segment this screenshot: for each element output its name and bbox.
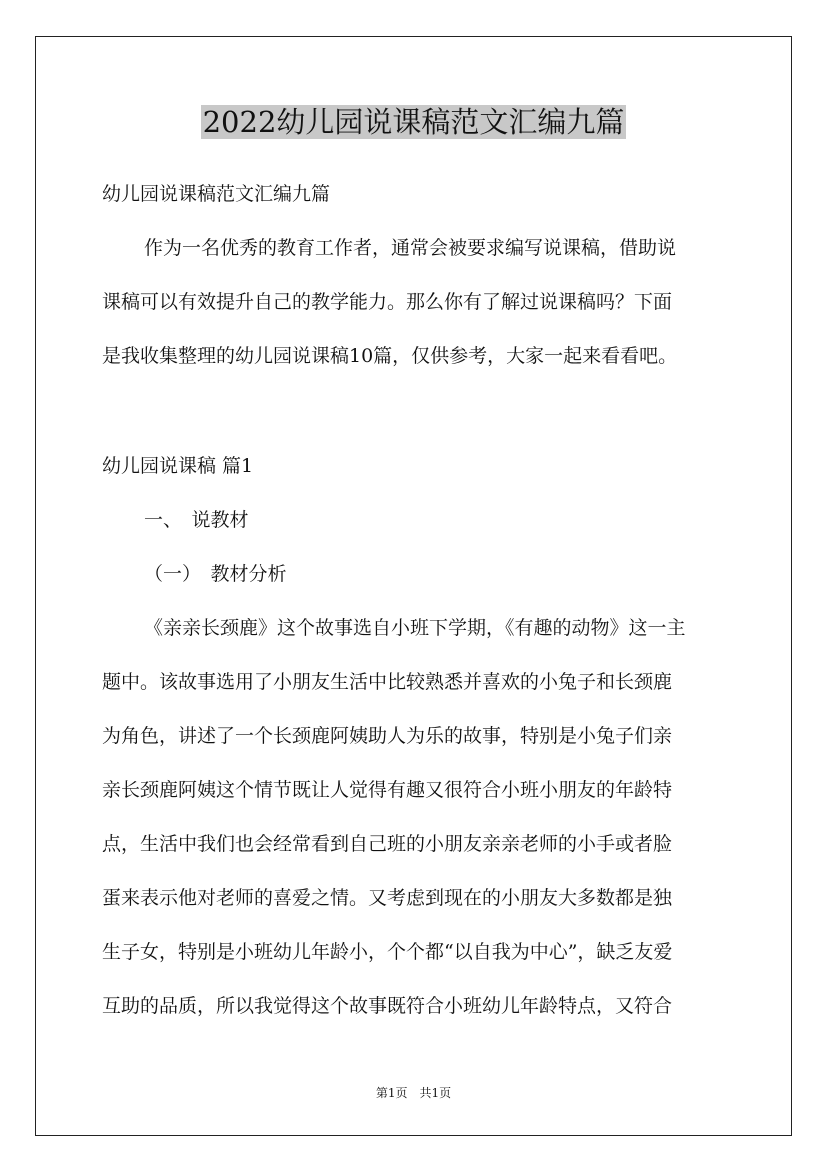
paragraph-line: 生子女，特别是小班幼儿年龄小，个个都“以自我为中心”，缺乏友爱 <box>102 941 673 963</box>
paragraph-line: 亲长颈鹿阿姨这个情节既让人觉得有趣又很符合小班小朋友的年龄特 <box>102 779 673 801</box>
paragraph-line: 互助的品质，所以我觉得这个故事既符合小班幼儿年龄特点，又符合 <box>102 995 673 1017</box>
document-title: 2022幼儿园说课稿范文汇编九篇 <box>202 105 625 139</box>
paragraph-line: 作为一名优秀的教育工作者，通常会被要求编写说课稿，借助说 <box>144 237 677 259</box>
paragraph-line: 课稿可以有效提升自己的教学能力。那么你有了解过说课稿吗？下面 <box>102 291 673 313</box>
page-footer: 第1页 共1页 <box>375 1086 452 1100</box>
paragraph-line: 点，生活中我们也会经常看到自己班的小朋友亲亲老师的小手或者脸 <box>102 833 673 855</box>
paragraph-line: 蛋来表示他对老师的喜爱之情。又考虑到现在的小朋友大多数都是独 <box>102 887 673 909</box>
paragraph-line: 是我收集整理的幼儿园说课稿10篇，仅供参考，大家一起来看看吧。 <box>102 345 678 367</box>
section-heading: 幼儿园说课稿 篇1 <box>102 455 254 477</box>
paragraph-line: 《亲亲长颈鹿》这个故事选自小班下学期，《有趣的动物》这一主 <box>144 617 686 639</box>
paragraph-line: 题中。该故事选用了小朋友生活中比较熟悉并喜欢的小兔子和长颈鹿 <box>102 671 673 693</box>
paragraph-line: 为角色，讲述了一个长颈鹿阿姨助人为乐的故事，特别是小兔子们亲 <box>102 725 673 747</box>
subheading: 一、 说教材 <box>144 509 249 531</box>
subheading: （一） 教材分析 <box>144 563 287 585</box>
subtitle-line: 幼儿园说课稿范文汇编九篇 <box>102 183 331 205</box>
